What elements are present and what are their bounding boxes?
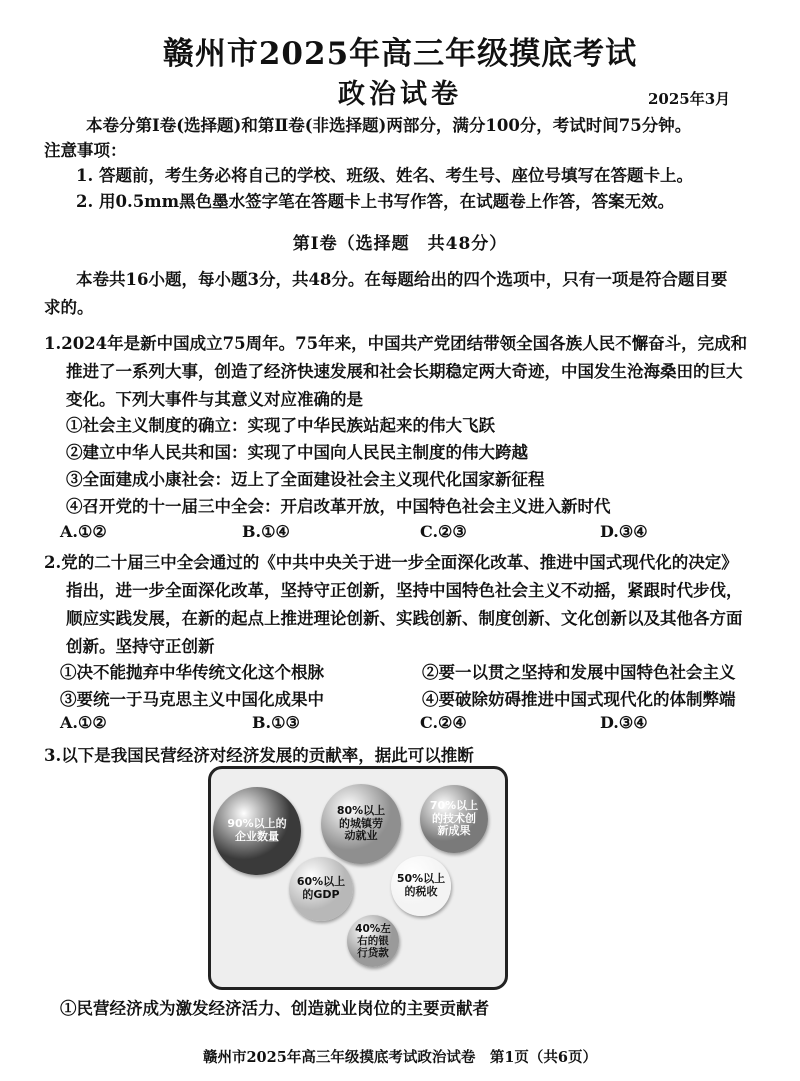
- q2-option-d: D.③④: [600, 713, 648, 732]
- q2-option-b: B.①③: [252, 713, 300, 732]
- q3-item-1: ①民营经济成为激发经济活力、创造就业岗位的主要贡献者: [60, 999, 489, 1018]
- q2-item-1: ①决不能抛弃中华传统文化这个根脉: [60, 663, 324, 682]
- notice-item-1: 1. 答题前，考生务必将自己的学校、班级、姓名、考生号、座位号填写在答题卡上。: [76, 166, 693, 185]
- section-desc-line-2: 求的。: [44, 298, 94, 317]
- infographic-bubble-60: [289, 857, 353, 921]
- contribution-infographic: [208, 766, 508, 990]
- infographic-bubble-40: [347, 915, 399, 967]
- exam-subject: 政治试卷: [338, 79, 462, 110]
- q2-item-2: ②要一以贯之坚持和发展中国特色社会主义: [422, 663, 736, 682]
- infographic-bubble-label-line: 50%以上: [396, 872, 446, 886]
- infographic-bubble-label-line: 80%以上: [336, 804, 386, 818]
- infographic-bubble-label-line: 新成果: [437, 824, 471, 838]
- infographic-bubble-label-line: 的技术创: [432, 811, 476, 825]
- q1-item-1: ①社会主义制度的确立：实现了中华民族站起来的伟大飞跃: [66, 416, 495, 435]
- infographic-bubble-label-line: 的城镇劳: [339, 816, 383, 830]
- q1-item-3: ③全面建成小康社会：迈上了全面建设社会主义现代化国家新征程: [66, 470, 545, 489]
- infographic-bubble-label: [337, 805, 385, 843]
- page-footer: 赣州市2025年高三年级摸底考试政治试卷 第1页（共6页）: [202, 1049, 598, 1066]
- q2-item-4: ④要破除妨碍推进中国式现代化的体制弊端: [422, 690, 736, 709]
- q1-item-2: ②建立中华人民共和国：实现了中国向人民民主制度的伟大跨越: [66, 443, 528, 462]
- infographic-bubble-70: [420, 785, 488, 853]
- section-desc-line-1: 本卷共16小题，每小题3分，共48分。在每题给出的四个选项中，只有一项是符合题目要: [76, 270, 728, 289]
- q3-stem: 3.以下是我国民营经济对经济发展的贡献率，据此可以推断: [44, 746, 474, 765]
- infographic-bubble-label-line: 70%以上: [429, 799, 479, 813]
- notice-item-2: 2. 用0.5mm黑色墨水签字笔在答题卡上书写作答，在试题卷上作答，答案无效。: [76, 192, 675, 211]
- q2-option-a: A.①②: [60, 713, 107, 732]
- q2-stem-line-3: 顺应实践发展，在新的起点上推进理论创新、实践创新、制度创新、文化创新以及其他各方面: [66, 609, 743, 628]
- section-heading: 第Ⅰ卷（选择题 共48分）: [292, 234, 508, 254]
- infographic-bubble-label-line: 行贷款: [357, 947, 389, 960]
- infographic-bubble-label-line: 动就业: [344, 829, 378, 843]
- q1-stem-line-1: 1.2024年是新中国成立75周年。75年来，中国共产党团结带领全国各族人民不懈奋斗，完成和: [44, 334, 748, 353]
- q1-option-a: A.①②: [60, 522, 107, 541]
- q1-option-b: B.①④: [242, 522, 290, 541]
- exam-title: 赣州市2025年高三年级摸底考试: [162, 36, 638, 72]
- infographic-bubble-label: [430, 800, 478, 838]
- infographic-bubble-80: [321, 784, 401, 864]
- q2-stem-line-1: 2.党的二十届三中全会通过的《中共中央关于进一步全面深化改革、推进中国式现代化的决定》: [44, 553, 738, 572]
- q1-stem-line-3: 变化。下列大事件与其意义对应准确的是: [66, 390, 363, 409]
- infographic-bubble-label-line: 90%以上的: [227, 817, 287, 831]
- infographic-bubble-label: [397, 873, 445, 898]
- infographic-bubble-label-line: 40%左: [355, 922, 391, 935]
- infographic-bubble-label-line: 右的银: [357, 934, 389, 947]
- q1-option-d: D.③④: [600, 522, 648, 541]
- notice-heading: 注意事项：: [44, 141, 127, 160]
- infographic-bubble-label: [227, 818, 286, 843]
- infographic-bubble-50: [391, 856, 451, 916]
- q2-option-c: C.②④: [420, 713, 467, 732]
- q2-item-3: ③要统一于马克思主义中国化成果中: [60, 690, 324, 709]
- infographic-bubble-90: [213, 787, 301, 875]
- infographic-bubble-label-line: 60%以上: [296, 875, 346, 889]
- infographic-bubble-label: [355, 923, 391, 959]
- exam-date: 2025年3月: [648, 90, 731, 108]
- q1-stem-line-2: 推进了一系列大事，创造了经济快速发展和社会长期稳定两大奇迹，中国发生沧海桑田的巨大: [66, 362, 743, 381]
- exam-intro: 本卷分第Ⅰ卷(选择题)和第Ⅱ卷(非选择题)两部分，满分100分，考试时间75分钟。: [86, 116, 692, 135]
- infographic-bubble-label-line: 的GDP: [302, 888, 340, 901]
- q1-option-c: C.②③: [420, 522, 467, 541]
- infographic-bubble-label-line: 企业数量: [235, 830, 279, 843]
- infographic-bubble-label: [297, 876, 345, 901]
- q2-stem-line-2: 指出，进一步全面深化改革，坚持守正创新，坚持中国特色社会主义不动摇，紧跟时代步伐，: [66, 581, 743, 600]
- q2-stem-line-4: 创新。坚持守正创新: [66, 637, 215, 656]
- q1-item-4: ④召开党的十一届三中全会：开启改革开放，中国特色社会主义进入新时代: [66, 497, 611, 516]
- infographic-bubble-label-line: 的税收: [404, 885, 438, 898]
